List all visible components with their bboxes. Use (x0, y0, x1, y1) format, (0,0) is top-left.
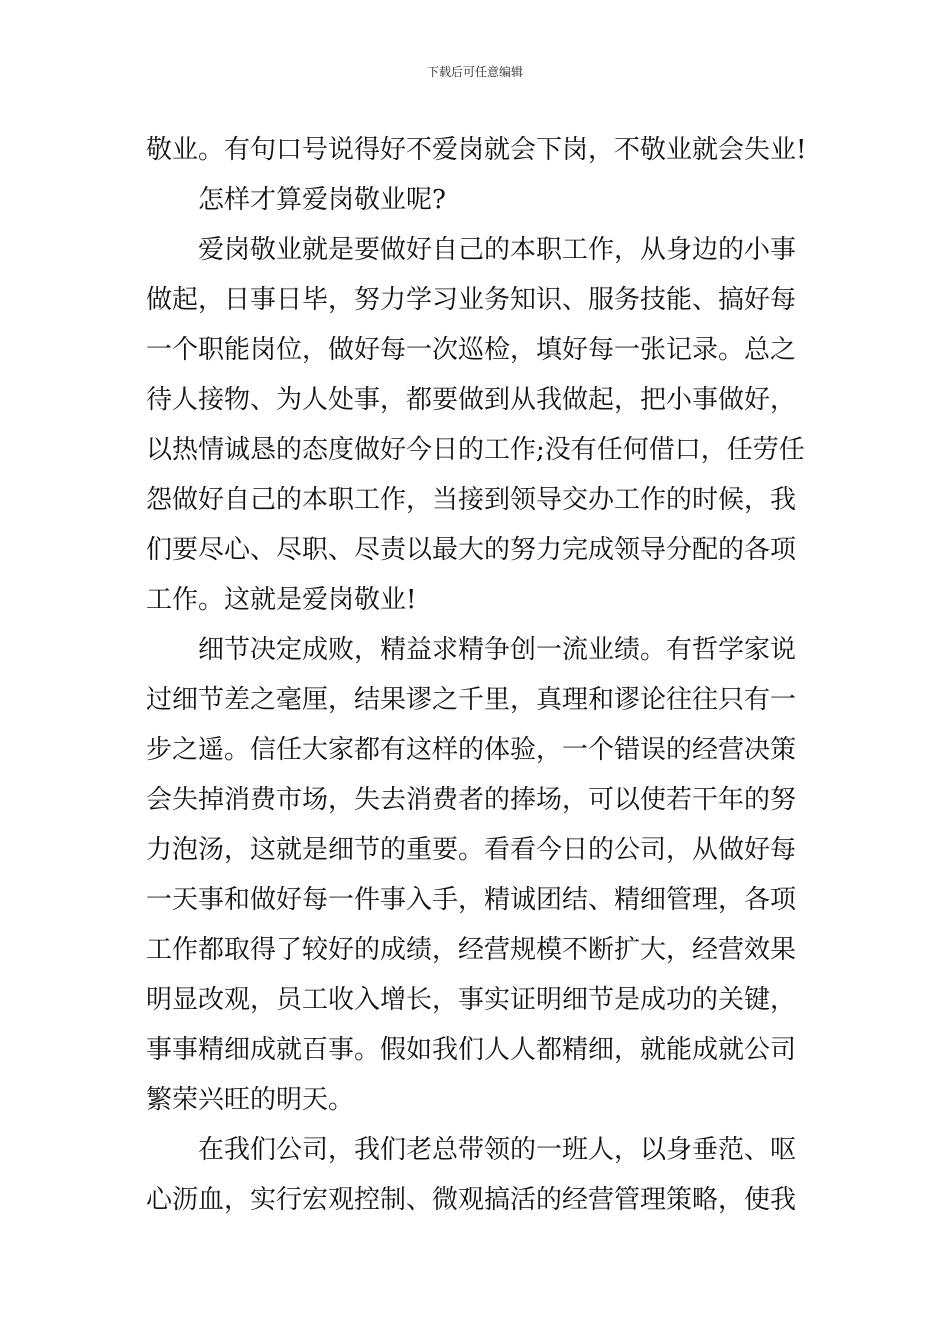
text-line: 一天事和做好每一件事入手，精诚团结、精细管理，各项 (146, 885, 797, 915)
paragraph-first-line: 怎样才算爱岗敬业呢? (198, 185, 446, 215)
text-line: 繁荣兴旺的明天。 (146, 1085, 355, 1115)
text-line: 力泡汤，这就是细节的重要。看看今日的公司，从做好每 (146, 835, 797, 865)
text-line: 工作都取得了较好的成绩，经营规模不断扩大，经营效果 (146, 935, 797, 965)
text-line: 以热情诚恳的态度做好今日的工作;没有任何借口，任劳任 (146, 435, 805, 465)
page-header: 下载后可任意编辑 (426, 65, 523, 79)
paragraph-first-line: 在我们公司，我们老总带领的一班人，以身垂范、呕 (198, 1135, 797, 1165)
text-line: 们要尽心、尽职、尽责以最大的努力完成领导分配的各项 (146, 535, 797, 565)
document-body (146, 125, 810, 1225)
text-line: 敬业。有句口号说得好不爱岗就会下岗，不敬业就会失业! (146, 135, 807, 165)
text-line: 做起，日事日毕，努力学习业务知识、服务技能、搞好每 (146, 285, 797, 315)
text-line: 一个职能岗位，做好每一次巡检，填好每一张记录。总之 (146, 335, 797, 365)
text-line: 怨做好自己的本职工作，当接到领导交办工作的时候，我 (146, 485, 797, 515)
text-line: 步之遥。信任大家都有这样的体验，一个错误的经营决策 (146, 735, 797, 765)
text-line: 过细节差之毫厘，结果谬之千里，真理和谬论往往只有一 (146, 685, 797, 715)
text-line: 待人接物、为人处事，都要做到从我做起，把小事做好， (146, 385, 797, 415)
text-line: 明显改观，员工收入增长，事实证明细节是成功的关键， (146, 985, 797, 1015)
paragraph-first-line: 爱岗敬业就是要做好自己的本职工作，从身边的小事 (198, 235, 797, 265)
text-line: 会失掉消费市场，失去消费者的捧场，可以使若干年的努 (146, 785, 797, 815)
text-line: 心沥血，实行宏观控制、微观搞活的经营管理策略，使我 (146, 1185, 797, 1215)
text-line: 工作。这就是爱岗敬业! (146, 585, 417, 615)
text-line: 事事精细成就百事。假如我们人人都精细，就能成就公司 (146, 1035, 797, 1065)
paragraph-first-line: 细节决定成败，精益求精争创一流业绩。有哲学家说 (198, 635, 797, 665)
